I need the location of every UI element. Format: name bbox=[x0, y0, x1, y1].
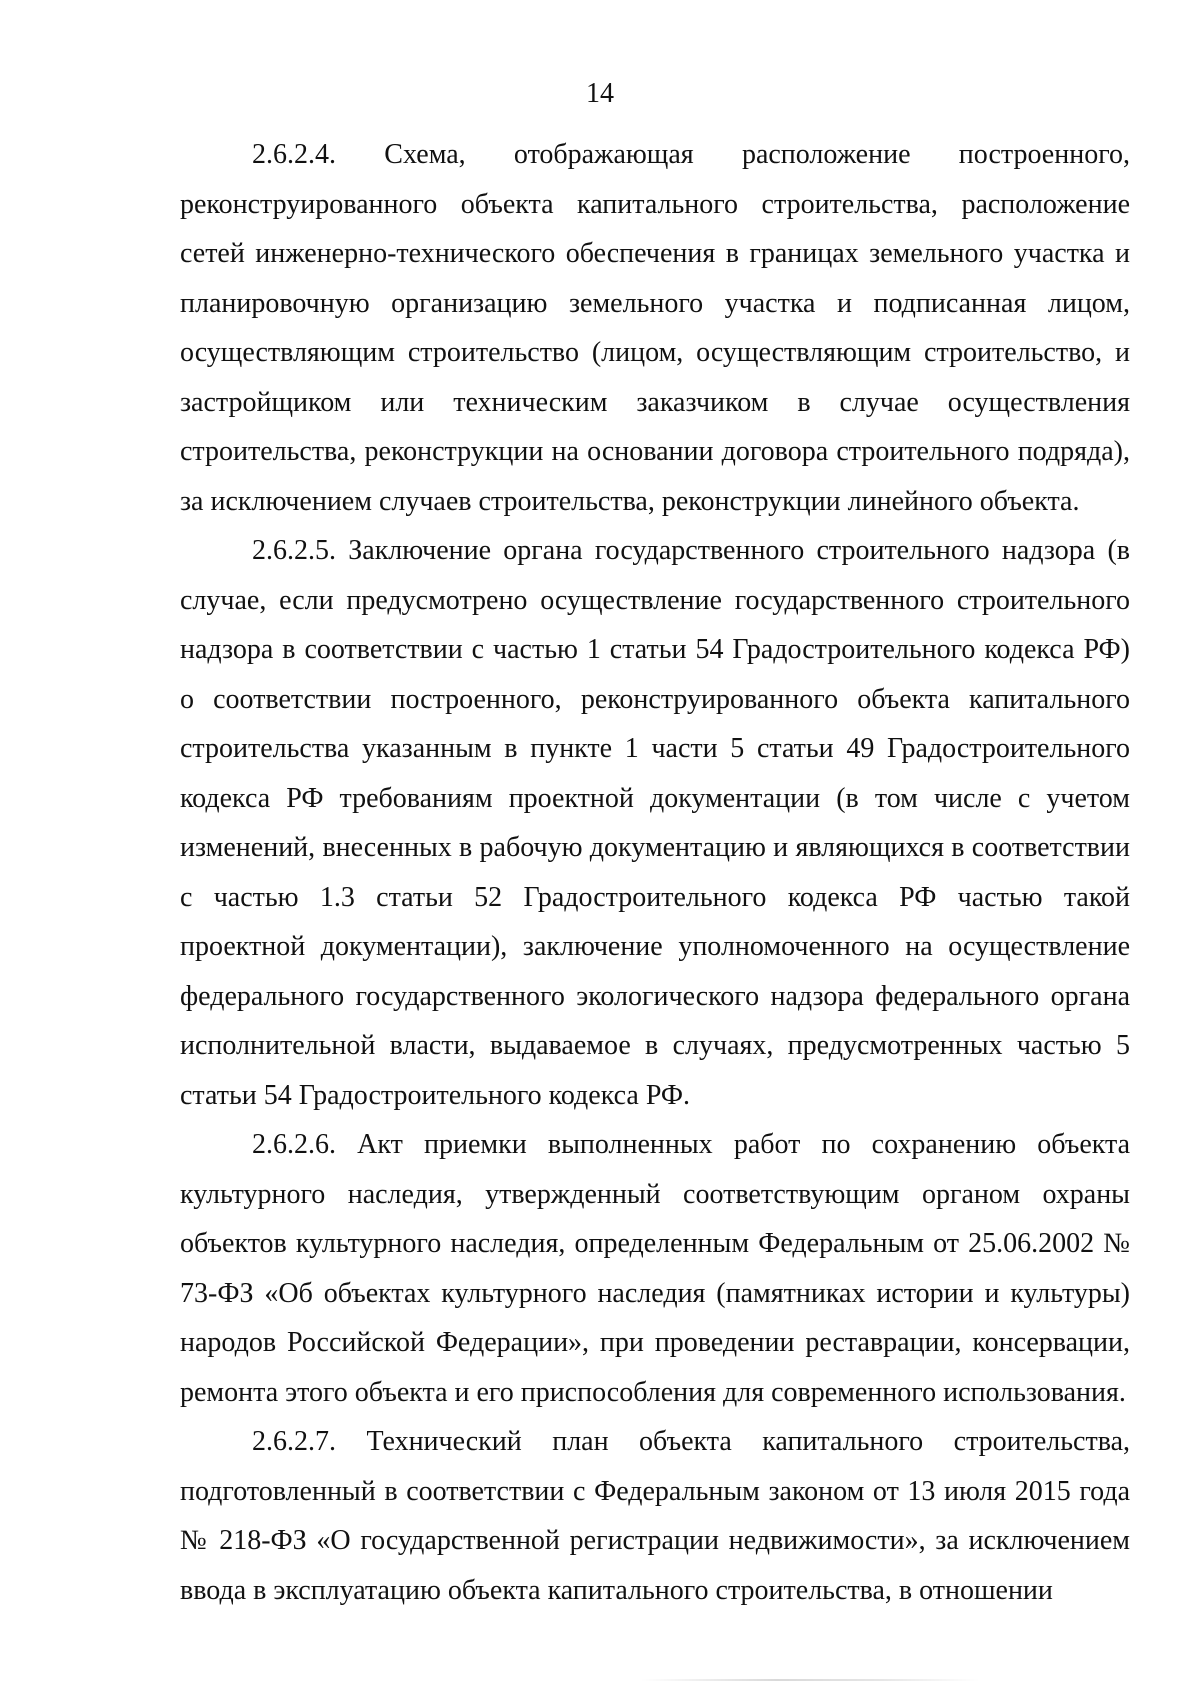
paragraph-2-6-2-4: 2.6.2.4. Схема, отображающая расположение построенного, реконструированного объекта капитального строительства, расположение сетей инженерно-технического обеспечения в границах земельного участка и планировочную организацию земельного участка и подписанная лицом, осуществляющим строительство (лицом, осуществляющим строительство, и застройщиком или техническим заказчиком в случае осуществления строительства, реконструкции на основании договора строительного подряда), за исключением случаев строительства, реконструкции линейного объекта. bbox=[180, 139, 1130, 517]
page-number: 14 bbox=[586, 78, 614, 109]
paragraph-2-6-2-6: 2.6.2.6. Акт приемки выполненных работ по сохранению объекта культурного наследия, утвержденный соответствующим органом охраны объектов культурного наследия, определенным Федеральным от 25.06.2002 № 73-ФЗ «Об объектах культурного наследия (памятниках истории и культуры) народов Российской Федерации», при проведении реставрации, консервации, ремонта этого объекта и его приспособления для современного использования. bbox=[180, 1129, 1130, 1408]
paragraph-2-6-2-5: 2.6.2.5. Заключение органа государственного строительного надзора (в случае, если предусмотрено осуществление государственного строительного надзора в соответствии с частью 1 статьи 54 Градостроительного кодекса РФ) о соответствии построенного, реконструированного объекта капитального строительства указанным в пункте 1 части 5 статьи 49 Градостроительного кодекса РФ требованиям проектной документации (в том числе с учетом изменений, внесенных в рабочую документацию и являющихся в соответствии с частью 1.3 статьи 52 Градостроительного кодекса РФ частью такой проектной документации), заключение уполномоченного на осуществление федерального государственного экологического надзора федерального органа исполнительной власти, выдаваемое в случаях, предусмотренных частью 5 статьи 54 Градостроительного кодекса РФ. bbox=[180, 535, 1130, 1111]
paragraph-2-6-2-7: 2.6.2.7. Технический план объекта капитального строительства, подготовленный в соответствии с Федеральным законом от 13 июля 2015 года № 218-ФЗ «О государственной регистрации недвижимости», за исключением ввода в эксплуатацию объекта капитального строительства, в отношении bbox=[180, 1426, 1130, 1606]
scan-artifact bbox=[640, 1679, 980, 1681]
document-body bbox=[180, 130, 1130, 1615]
